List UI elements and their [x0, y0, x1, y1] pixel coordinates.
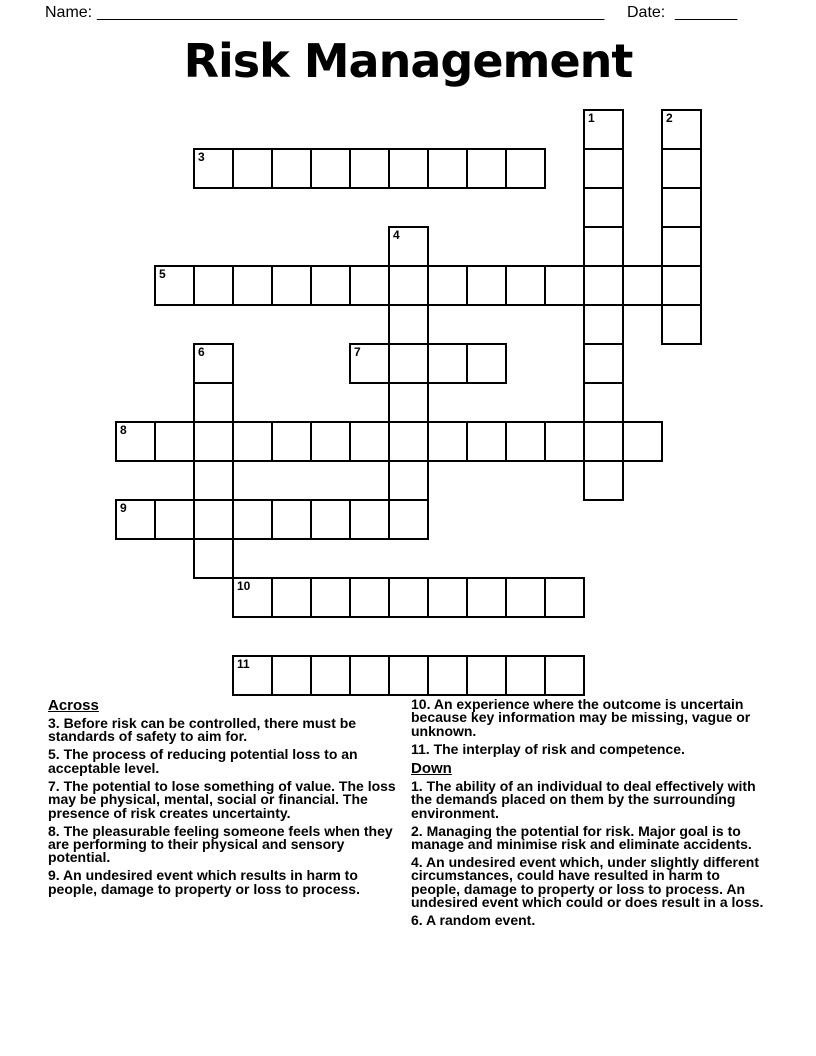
crossword-cell[interactable] [622, 421, 663, 462]
crossword-cell[interactable] [466, 655, 507, 696]
crossword-cell[interactable] [661, 187, 702, 228]
crossword-cell[interactable] [466, 148, 507, 189]
crossword-cell[interactable] [466, 577, 507, 618]
crossword-cell[interactable] [193, 343, 234, 384]
crossword-cell[interactable] [583, 226, 624, 267]
clue-10: 10. An experience where the outcome is uncertain because key information may be missing, vague or unknown. [411, 696, 751, 739]
clue-3: 3. Before risk can be controlled, there must be standards of safety to aim for. [48, 715, 357, 745]
crossword-cell[interactable] [544, 265, 585, 306]
clues-right-column [411, 698, 772, 932]
crossword-cell[interactable] [583, 187, 624, 228]
crossword-cell[interactable] [505, 421, 546, 462]
crossword-cell[interactable] [388, 265, 429, 306]
crossword-cell[interactable] [388, 499, 429, 540]
name-label: Name: [45, 4, 93, 21]
crossword-cell[interactable] [583, 421, 624, 462]
crossword-cell[interactable] [154, 499, 195, 540]
cell-number: 1 [588, 111, 595, 125]
crossword-cell[interactable] [193, 460, 234, 501]
crossword-cell[interactable] [661, 109, 702, 150]
crossword-cell[interactable] [544, 421, 585, 462]
crossword-cell[interactable] [622, 265, 663, 306]
crossword-cell[interactable] [388, 655, 429, 696]
crossword-cell[interactable] [115, 499, 156, 540]
cell-number: 3 [198, 150, 205, 164]
crossword-cell[interactable] [154, 265, 195, 306]
crossword-cell[interactable] [544, 577, 585, 618]
crossword-cell[interactable] [271, 499, 312, 540]
name-blank-line: _________________________________________________________ [97, 4, 605, 21]
crossword-cell[interactable] [583, 265, 624, 306]
crossword-cell[interactable] [193, 538, 234, 579]
crossword-cell[interactable] [427, 148, 468, 189]
down-clues-header: Down [411, 759, 452, 777]
crossword-cell[interactable] [583, 343, 624, 384]
clue-6: 6. A random event. [411, 912, 536, 929]
cell-number: 2 [666, 111, 673, 125]
crossword-cell[interactable] [232, 421, 273, 462]
across-clues-header: Across [48, 697, 99, 714]
crossword-cell[interactable] [388, 343, 429, 384]
crossword-cell[interactable] [583, 304, 624, 345]
crossword-cell[interactable] [310, 148, 351, 189]
date-blank-line: _______ [675, 4, 738, 21]
crossword-cell[interactable] [661, 148, 702, 189]
crossword-cell[interactable] [310, 577, 351, 618]
page-title: Risk Management [183, 34, 633, 88]
cell-number: 8 [120, 423, 127, 437]
crossword-cell[interactable] [388, 577, 429, 618]
crossword-cell[interactable] [232, 499, 273, 540]
crossword-cell[interactable] [427, 655, 468, 696]
crossword-cell[interactable] [232, 577, 273, 618]
cell-number: 6 [198, 345, 205, 359]
crossword-cell[interactable] [427, 343, 468, 384]
crossword-cell[interactable] [232, 148, 273, 189]
crossword-cell[interactable] [388, 382, 429, 423]
crossword-cell[interactable] [271, 265, 312, 306]
crossword-cell[interactable] [193, 421, 234, 462]
cell-number: 7 [354, 345, 361, 359]
crossword-cell[interactable] [583, 148, 624, 189]
crossword-cell[interactable] [661, 304, 702, 345]
crossword-cell[interactable] [505, 577, 546, 618]
crossword-cell[interactable] [427, 577, 468, 618]
crossword-cell[interactable] [505, 655, 546, 696]
crossword-cell[interactable] [193, 265, 234, 306]
crossword-cell[interactable] [271, 577, 312, 618]
crossword-cell[interactable] [388, 421, 429, 462]
crossword-cell[interactable] [427, 421, 468, 462]
crossword-cell[interactable] [349, 577, 390, 618]
clue-4: 4. An undesired event which, under slightly different circumstances, could have resulted in harm to people, damage to property or loss to process. An undesired event which could or does result in a loss. [411, 854, 764, 911]
crossword-cell[interactable] [388, 460, 429, 501]
crossword-cell[interactable] [349, 655, 390, 696]
cell-number: 4 [393, 228, 400, 242]
crossword-cell[interactable] [310, 421, 351, 462]
clues-left-column [48, 698, 410, 901]
crossword-cell[interactable] [466, 421, 507, 462]
crossword-cell[interactable] [388, 226, 429, 267]
crossword-cell[interactable] [115, 421, 156, 462]
clue-5: 5. The process of reducing potential loss to an acceptable level. [48, 746, 358, 776]
crossword-cell[interactable] [466, 265, 507, 306]
crossword-cell[interactable] [154, 421, 195, 462]
crossword-cell[interactable] [544, 655, 585, 696]
crossword-cell[interactable] [310, 265, 351, 306]
crossword-cell[interactable] [505, 148, 546, 189]
crossword-cell[interactable] [661, 226, 702, 267]
clue-7: 7. The potential to lose something of value. The loss may be physical, mental, social or financial. The presence of risk creates uncertainty. [48, 777, 396, 821]
crossword-cell[interactable] [388, 304, 429, 345]
crossword-cell[interactable] [388, 148, 429, 189]
crossword-cell[interactable] [505, 265, 546, 306]
crossword-cell[interactable] [193, 499, 234, 540]
crossword-cell[interactable] [427, 265, 468, 306]
crossword-cell[interactable] [349, 343, 390, 384]
crossword-cell[interactable] [349, 499, 390, 540]
date-label: Date: [627, 4, 666, 21]
crossword-cell[interactable] [310, 655, 351, 696]
crossword-cell[interactable] [349, 421, 390, 462]
cell-number: 5 [159, 267, 166, 281]
crossword-cell[interactable] [349, 148, 390, 189]
crossword-cell[interactable] [271, 655, 312, 696]
crossword-cell[interactable] [271, 148, 312, 189]
crossword-cell[interactable] [193, 148, 234, 189]
cell-number: 11 [237, 657, 250, 671]
crossword-cell[interactable] [349, 265, 390, 306]
crossword-cell[interactable] [193, 382, 234, 423]
crossword-cell[interactable] [583, 109, 624, 150]
crossword-cell[interactable] [583, 460, 624, 501]
crossword-cell[interactable] [271, 421, 312, 462]
clue-1: 1. The ability of an individual to deal effectively with the demands placed on them by the surrounding environment. [411, 777, 756, 821]
crossword-cell[interactable] [661, 265, 702, 306]
crossword-cell[interactable] [583, 382, 624, 423]
clue-11: 11. The interplay of risk and competence. [411, 740, 685, 757]
clue-2: 2. Managing the potential for risk. Major goal is to manage and minimise risk and eliminate accidents. [411, 822, 752, 853]
clue-8: 8. The pleasurable feeling someone feels when they are performing to their physical and sensory potential. [48, 822, 393, 866]
cell-number: 9 [120, 501, 127, 515]
crossword-cell[interactable] [466, 343, 507, 384]
crossword-cell[interactable] [232, 265, 273, 306]
clue-9: 9. An undesired event which results in harm to people, damage to property or loss to process. [48, 867, 360, 897]
cell-number: 10 [237, 579, 251, 593]
crossword-cell[interactable] [232, 655, 273, 696]
crossword-cell[interactable] [310, 499, 351, 540]
